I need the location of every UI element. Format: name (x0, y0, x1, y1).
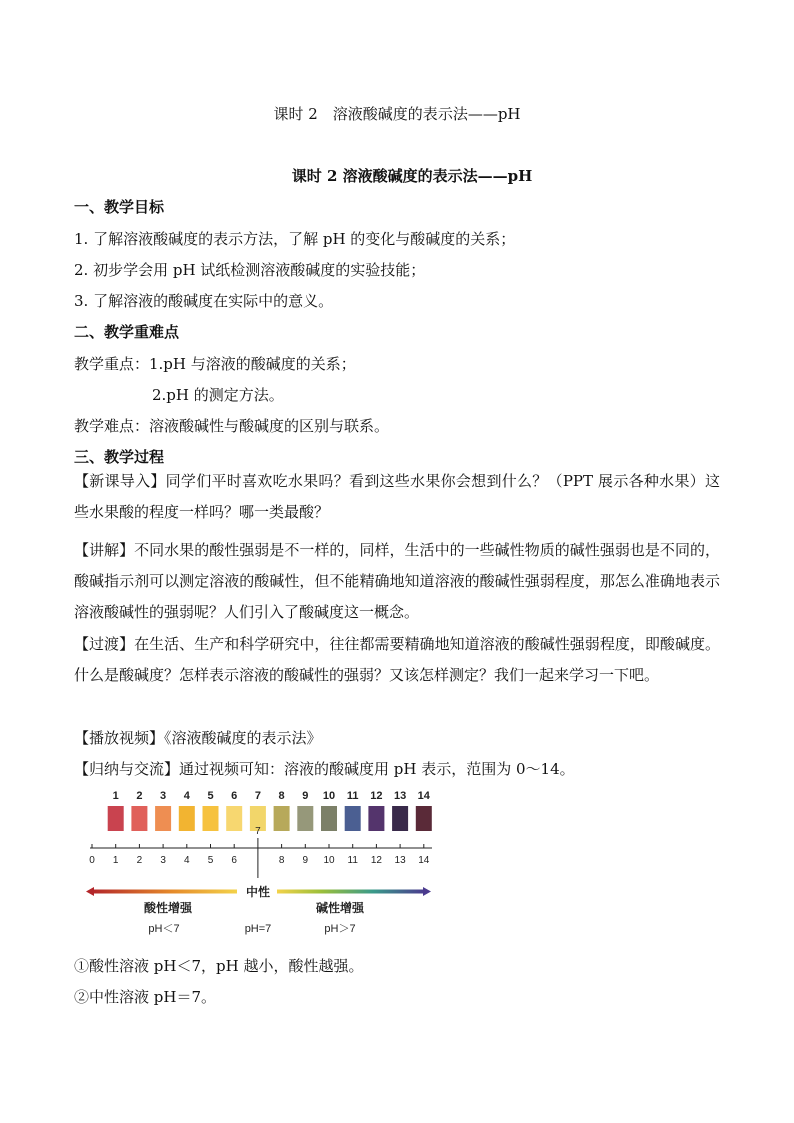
process-paragraph: 【讲解】不同水果的酸性强弱是不一样的，同样，生活中的一些碱性物质的碱性强弱也是不同的，酸碱指示剂可以测定溶液的酸碱性，但不能精确地知道溶液的酸碱性强弱程度，那怎么准确地表示溶液酸碱性的强弱呢？人们引入了酸碱度这一概念。 (74, 541, 720, 621)
swatch-number-label: 2 (136, 790, 143, 802)
section-heading-keypoints: 二、教学重难点 (74, 323, 180, 341)
ph-color-swatch (297, 806, 313, 831)
axis-tick-label: 6 (231, 855, 237, 866)
base-condition: pH＞7 (324, 923, 356, 935)
ph-color-swatch (416, 806, 432, 831)
axis-tick-label: 3 (160, 855, 166, 866)
ph-axis (89, 826, 432, 878)
axis-tick-label: 9 (302, 855, 309, 866)
axis-tick-label: 1 (112, 855, 119, 866)
neutral-condition: pH=7 (244, 923, 272, 935)
focus-item: 教学重点：1.pH 与溶液的酸碱度的关系； (74, 355, 356, 373)
swatch-number-label: 9 (302, 790, 309, 802)
swatch-number-label: 7 (254, 790, 261, 802)
process-paragraph: 【过渡】在生活、生产和科学研究中，往往都需要精确地知道溶液的酸碱性强弱程度，即酸碱度。什么是酸碱度？怎样表示溶液的酸碱性的强弱？又该怎样测定？我们一起来学习一下吧。 (74, 635, 720, 684)
process-paragraph: 【新课导入】同学们平时喜欢吃水果吗？看到这些水果你会想到什么？（PPT 展示各种水果）这些水果酸的程度一样吗？哪一类最酸？ (74, 472, 720, 521)
ph-color-swatch (203, 806, 219, 831)
acid-arrow-head (86, 887, 94, 896)
base-label: 碱性增强 (315, 901, 365, 915)
axis-tick-label: 11 (347, 855, 358, 866)
swatch-number-label: 8 (278, 790, 285, 802)
section-heading-goals: 一、教学目标 (74, 198, 165, 216)
axis-tick-label: 12 (370, 855, 382, 866)
swatch-number-label: 13 (393, 790, 407, 802)
ph-color-swatch (131, 806, 147, 831)
section-heading-process: 三、教学过程 (74, 448, 165, 466)
ph-scale-figure (74, 782, 444, 942)
acid-condition: pH＜7 (148, 923, 180, 935)
ph-color-swatch (108, 806, 124, 831)
ph-color-swatch (155, 806, 171, 831)
swatch-number-label: 11 (346, 790, 359, 802)
axis-tick-label: 7 (255, 826, 261, 837)
ph-color-swatch (368, 806, 384, 831)
axis-tick-label: 13 (394, 855, 406, 866)
swatch-number-label: 5 (207, 790, 214, 802)
ph-color-swatch (179, 806, 195, 831)
conclusion-item: ②中性溶液 pH＝7。 (74, 988, 216, 1006)
process-paragraph: 【归纳与交流】通过视频可知：溶液的酸碱度用 pH 表示，范围为 0～14。 (74, 760, 575, 778)
swatch-number-label: 6 (231, 790, 238, 802)
ph-color-swatches (108, 790, 432, 831)
swatch-number-label: 3 (160, 790, 167, 802)
base-arrow-head (423, 887, 431, 896)
page-header: 课时 2 溶液酸碱度的表示法——pH (273, 105, 521, 123)
ph-color-swatch (392, 806, 408, 831)
lesson-title: 课时 2 溶液酸碱度的表示法——pH (291, 167, 533, 185)
axis-tick-label: 8 (278, 855, 285, 866)
process-paragraph: 【播放视频】《溶液酸碱度的表示法》 (74, 729, 322, 747)
ph-color-swatch (226, 806, 242, 831)
swatch-number-label: 10 (322, 790, 336, 802)
axis-tick-label: 0 (89, 855, 95, 866)
acid-gradient-bar (92, 890, 237, 894)
axis-tick-label: 2 (136, 855, 143, 866)
axis-tick-label: 5 (207, 855, 214, 866)
axis-tick-label: 14 (418, 855, 430, 866)
base-gradient-bar (277, 890, 425, 894)
goal-item: 3. 了解溶液的酸碱度在实际中的意义。 (74, 292, 334, 310)
acid-label: 酸性增强 (143, 901, 193, 915)
ph-color-swatch (321, 806, 337, 831)
conclusion-item: ①酸性溶液 pH＜7，pH 越小，酸性越强。 (74, 957, 364, 975)
swatch-number-label: 4 (183, 790, 190, 802)
goal-item: 1. 了解溶液酸碱度的表示方法，了解 pH 的变化与酸碱度的关系； (74, 230, 516, 248)
neutral-label: 中性 (245, 885, 271, 899)
ph-color-swatch (274, 806, 290, 831)
swatch-number-label: 1 (112, 790, 119, 802)
focus-item: 2.pH 的测定方法。 (152, 386, 284, 404)
difficulty-item: 教学难点：溶液酸碱性与酸碱度的区别与联系。 (74, 417, 390, 435)
swatch-number-label: 12 (370, 790, 383, 802)
goal-item: 2. 初步学会用 pH 试纸检测溶液酸碱度的实验技能； (74, 261, 426, 279)
axis-tick-label: 10 (323, 855, 335, 866)
axis-tick-label: 4 (184, 855, 190, 866)
swatch-number-label: 14 (417, 790, 430, 802)
ph-color-swatch (345, 806, 361, 831)
